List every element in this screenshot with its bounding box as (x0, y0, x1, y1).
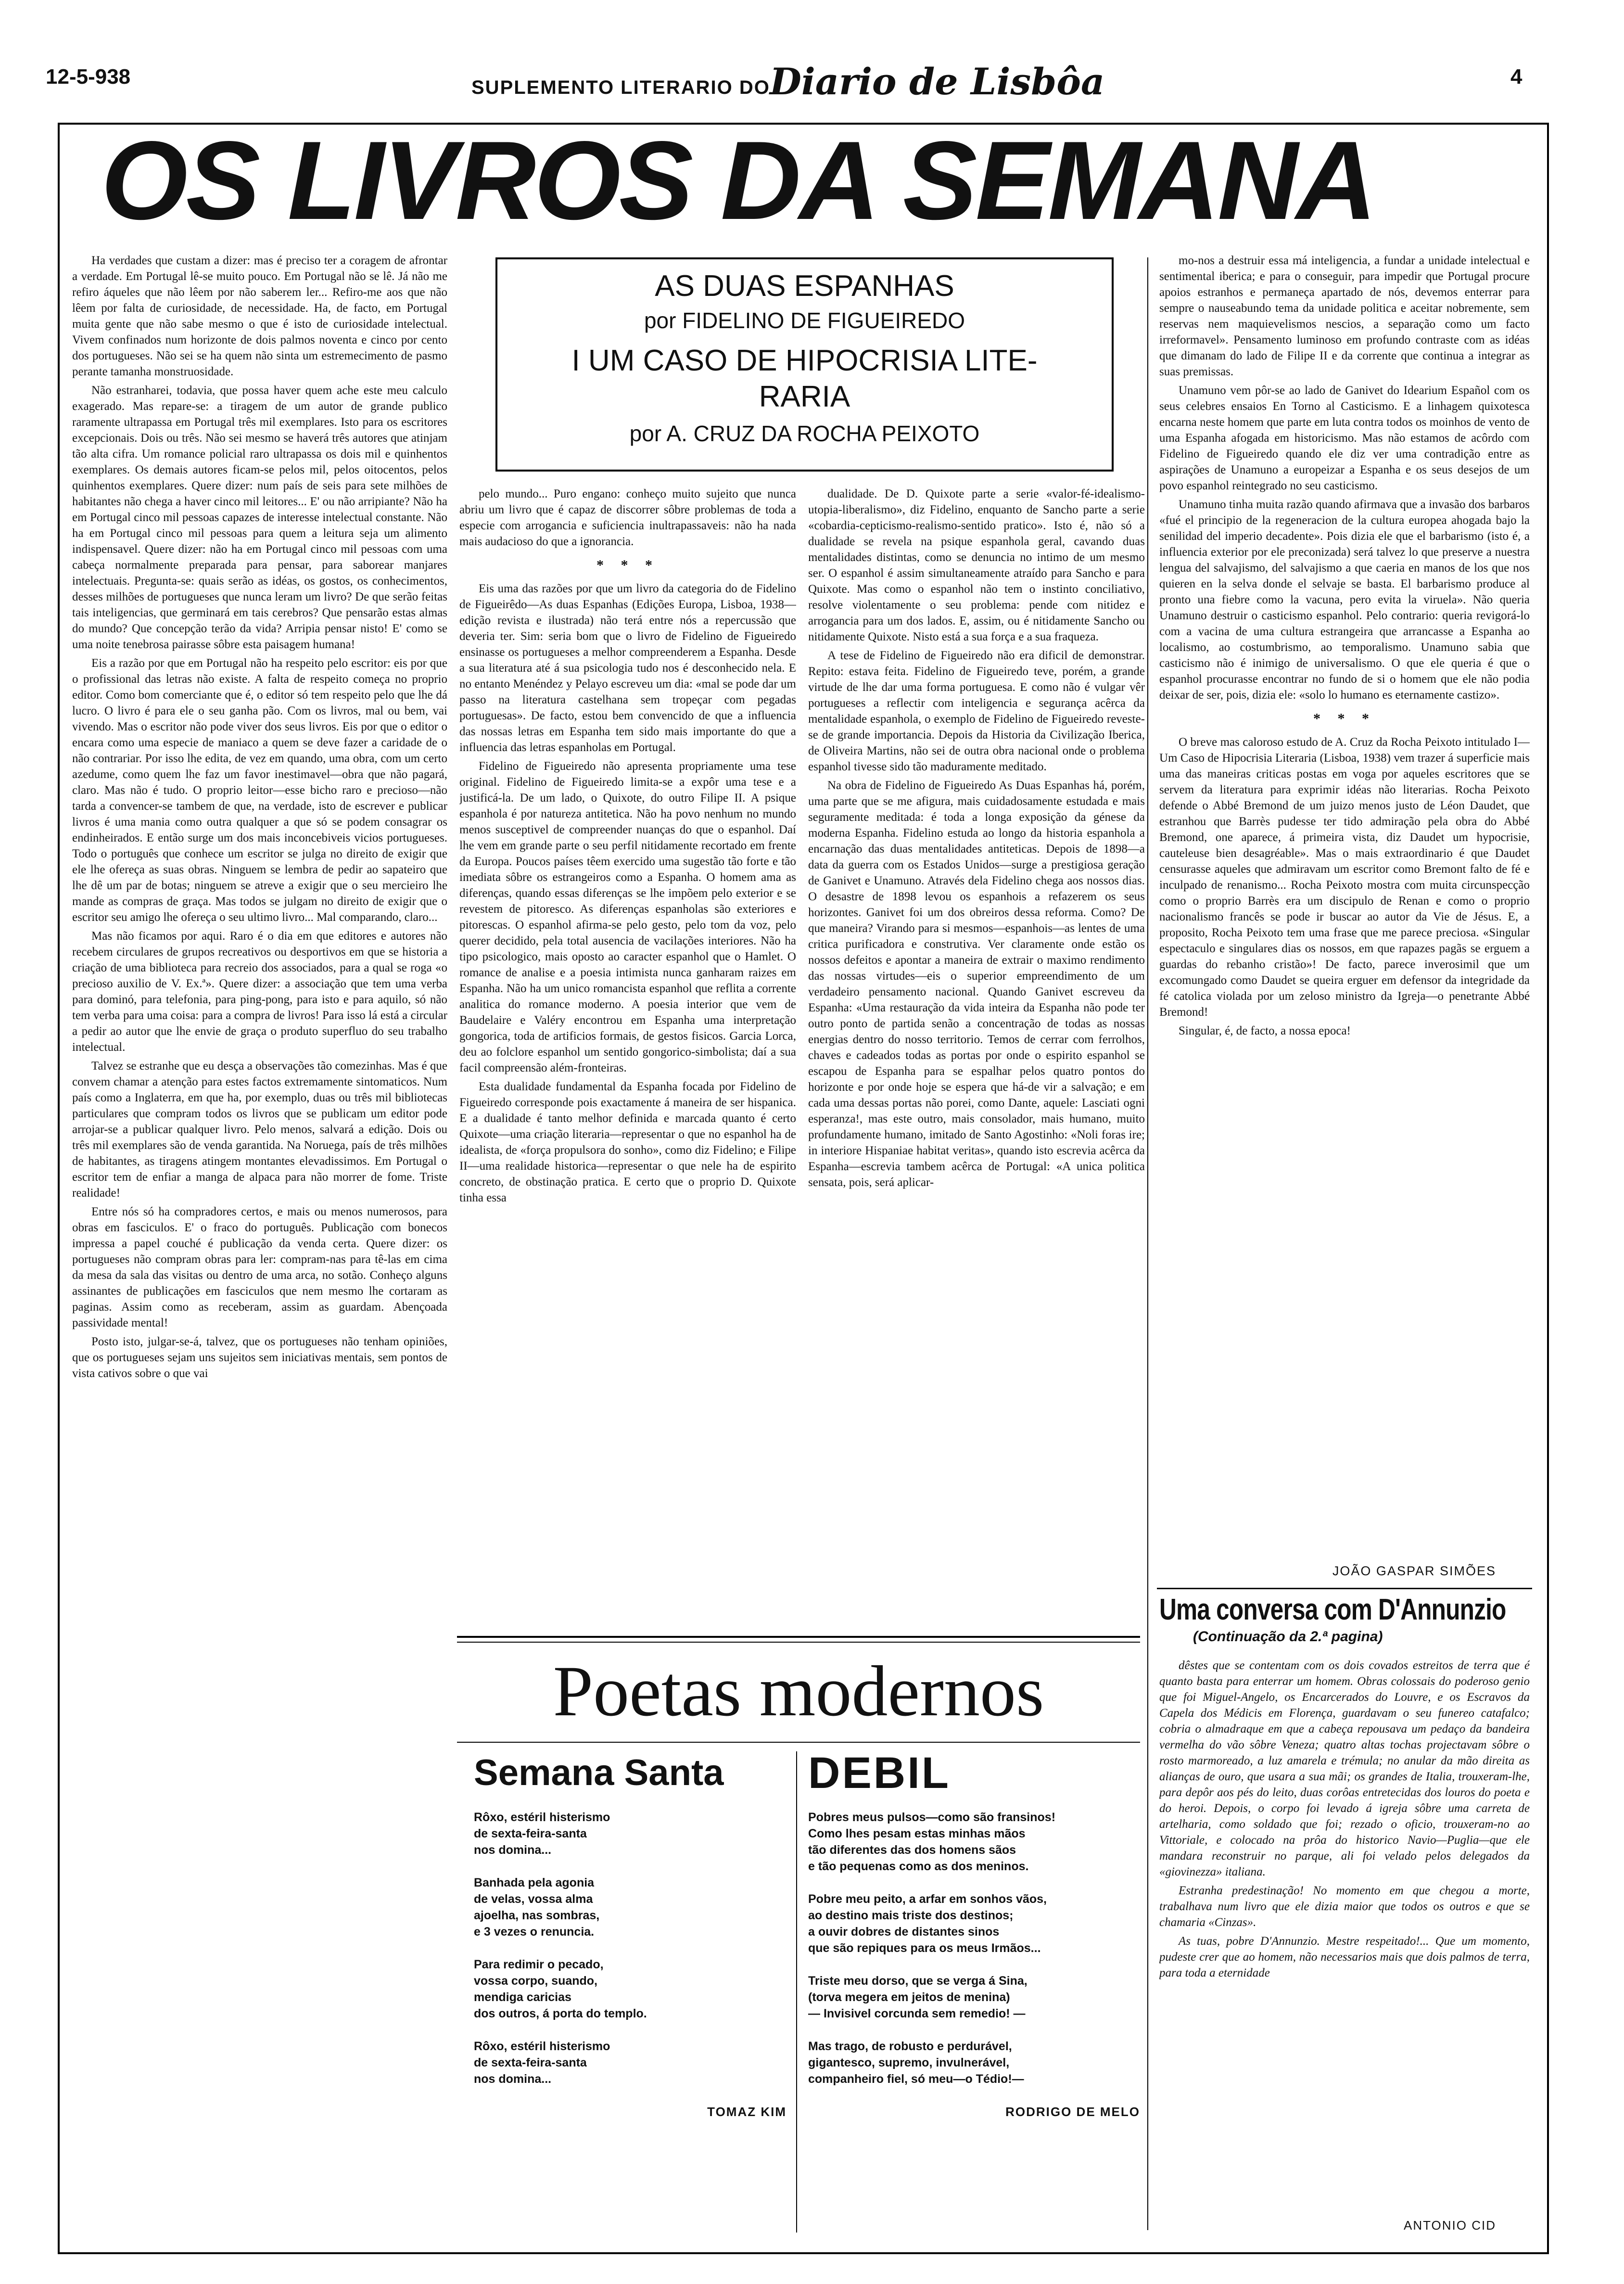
verse: Rôxo, estéril histerismo (474, 1811, 610, 1824)
stanza (474, 2038, 787, 2087)
divider (457, 1742, 1140, 1743)
verse: dos outros, á porta do templo. (474, 2007, 647, 2020)
poem-semana-santa (474, 1751, 787, 2233)
verse: nos domina... (474, 2072, 552, 2086)
divider (1157, 1588, 1532, 1589)
verse: tão diferentes das dos homens sãos (808, 1843, 1016, 1857)
issue-date: 12-5-938 (46, 65, 131, 89)
paragraph: Não estranharei, todavia, que possa haver quem ache este meu calculo exagerado. Mas repare-se: a tiragem de um autor de grande publico raramente ultrapassa em Portugal três mil exemplares. Isto para os escritores excepcionais. Dois ou três. Não sei mesmo se haverá três autores que atinjam tão alta cifra. Um romance policial raro ultrapassa os dois mil e quinhentos exemplares. Os demais autores ficam-se pelos mil, pelos oitocentos, pelos quinhentos exemplares. Quere dizer: num país de seis para sete milhões de habitantes não chega a haver cinco mil leitores... E' ou não arripiante? Não ha em Portugal cinco mil pessoas capazes de interesse intelectual constante. Não ha em Portugal cinco mil pessoas para quem a leitura seja um alimento indispensavel. Quere dizer: não ha em Portugal cinco mil pessoas com uma cabeça normalmente preparada para pensar, para saborear manjares intelectuais. Pregunta-se: quais serão as idéas, os gostos, os conhecimentos, desses milhões de portugueses que nunca leram um livro? De que serão feitas tais inteligencias, que germinará em tais cerebros? Que pensarão estas almas do mundo? Que concepção terão da vida? Arripia pensar nisto! E' como se uma noite tenebrosa pairasse sôbre esta paisagem humana! (72, 384, 447, 651)
author-signature: JOÃO GASPAR SIMÕES (1332, 1564, 1496, 1578)
column-divider (796, 1751, 797, 2233)
paragraph: Entre nós só ha compradores certos, e mais ou menos numerosos, para obras em fasciculos. E' o fraco do português. Publicação com bonecos impressa a papel couché é publicação da venda certa. Quere dizer: os portugueses não compram obras para ler: compram-nas para tê-las em cima da mesa da sala das visitas ou dentro de uma arca, no sotão. Conheço alguns assinantes de publicações em fasciculos que nem mesmo lhe cortaram as paginas. Assim como as receberam, assim as guardam. Abençoada passividade mental! (72, 1205, 447, 1329)
book-title-1: AS DUAS ESPANHAS (655, 269, 954, 303)
verse: nos domina... (474, 1843, 552, 1857)
verse: ao destino mais triste dos destinos; (808, 1909, 1014, 1922)
paragraph: Posto isto, julgar-se-á, talvez, que os portugueses não tenham opiniões, que os portugueses sejam uns sujeitos sem iniciativas mentais, sem pontos de vista cativos sobre o que vai (72, 1335, 447, 1380)
poem-debil (808, 1748, 1140, 2233)
paragraph: Talvez se estranhe que eu desça a observações tão comezinhas. Mas é que convem chamar a atenção para estes factos extremamente sintomaticos. Num país como a Inglaterra, em que ha, por exemplo, duas ou três mil bibliotecas particulares que compram todos os livros que se publicam um editor pode arrojar-se a publicar qualquer livro. Pelo menos, salvará a edição. Dois ou três mil exemplares são de venda garantida. Na Noruega, país de três milhões de habitantes, as tiragens atingem montantes elevadissimos. Em Portugal o escritor tem de enfiar a manga de alpaca para não morrer de fome. Triste realidade! (72, 1059, 447, 1199)
verse: Triste meu dorso, que se verga á Sina, (808, 1974, 1028, 1988)
stanza (808, 1973, 1140, 2022)
paragraph: Unamuno tinha muita razão quando afirmava que a invasão dos barbaros «fué el principio de la regeneracion de la cultura europea ahogada bajo la senilidad del imperio decadente». Pois dizia ele que el barbarismo (isto é, a influencia exterior por ele preconizada) será talvez lo que preserve a nuestra lengua del salvajismo, del salvajismo a que caeria en manos de los que nos quieren en la selva donde el selvaje se basta. El barbarismo produce al pronto una fiebre como la vacuna, pero evita la viruela». Não queria Unamuno destruir o casticismo espanhol. Pelo contrario: queria revigorá-lo com a vacina de uma cultura estrangeira que arrancasse a Espanha ao localismo, ao costumbrismo, ao temporalismo. Unamuno sabia que casticismo não é inimigo de universalismo. O que ele queria é que o espanhol procurasse encontrar no fundo de si o homem que ele não podia deixar de ser, pois, dizia ele: «solo lo humano es eternamente castizo». (1159, 498, 1530, 702)
divider (457, 1636, 1140, 1638)
paragraph: Fidelino de Figueiredo não apresenta propriamente uma tese original. Fidelino de Figueiredo limita-se a expôr uma tese e a justificá-la. De um lado, o Quixote, do outro Filipe II. A psique espanhola é por natureza antitetica. Não ha povo nenhum no mundo menos susceptivel de compreender nuanças do que o espanhol. Daí lhe vem em grande parte o seu perfil nitidamente recortado em frente da Europa. Poucos países têem exercido uma sugestão tão forte e tão imediata sôbre os estrangeiros como a Espanha. O homem ama as diferenças, quando essas diferenças se lhe impõem pelo exterior e se revestem de pitoresco. As diferenças espanholas são exteriores e pitorescas. O espanhol afirma-se pelo gesto, pelo tom da voz, pelo querer decidido, pela total ausencia de vacilações interiores. Não ha tipo psicologico, mais oposto ao caracter espanhol que o Hamlet. O romance de analise e a poesia intimista nunca ganharam raizes em Espanha. Não ha um unico romancista espanhol que reflita a corrente analitica do romance moderno. A poesia interior que vem de Baudelaire e Valéry encontrou em Espanha uma interpretação gongorica, toda de artificios formais, de gestos fisicos. Garcia Lorca, deu ao folclore espanhol um sentido gongorico-simbolista; daí a sua facil compreensão além-fronteiras. (459, 760, 796, 1074)
verse: ajoelha, nas sombras, (474, 1909, 600, 1922)
paragraph: Unamuno vem pôr-se ao lado de Ganivet do Idearium Español com os seus celebres ensaios En Torno al Casticismo. E a linhagem quixotesca encarna neste homem que parte em luta contra todos os moinhos de vento de uma Espanha afogada em historicismo. Mas não estamos de acôrdo com Fidelino de Figueiredo quando ele diz ver uma contradição entre as aspirações de Unamuno a europeizar a Espanha e os seus desejos de um povo espanhol reintegrado no seu casticismo. (1159, 384, 1530, 492)
paragraph: Eis uma das razões por que um livro da categoria do de Fidelino de Figueirêdo—As duas Espanhas (Edições Europa, Lisboa, 1938—edição revista e ilustrada) não terá entre nós a repercussão que deveria ter. Sim: seria bom que o livro de Fidelino de Figueiredo ensinasse os portugueses a melhor compreenderem a Espanha. Desde a sua literatura até á sua psicologia tudo nos é desconhecido nela. E no entanto Menéndez y Pelayo escreveu um dia: «mal se pode dar um passo na literatura castelhana sem tropeçar com pegadas portuguesas». De facto, estou bem convencido de que a influencia das nossas letras em Espanha tem sido mais importante do que a influencia das letras espanholas em Portugal. (459, 582, 796, 754)
stanza (808, 2038, 1140, 2087)
stanza (808, 1809, 1140, 1875)
supplement-label: SUPLEMENTO LITERARIO DO (471, 77, 770, 98)
poem-title: Semana Santa (474, 1752, 724, 1793)
poem-author: TOMAZ KIM (707, 2105, 787, 2119)
article-column-4 (1159, 253, 1530, 1557)
book-title-2a: I UM CASO DE HIPOCRISIA LITE- (571, 344, 1038, 377)
verse: Mas trago, de robusto e perdurável, (808, 2040, 1012, 2053)
verse: Como lhes pesam estas minhas mãos (808, 1827, 1026, 1840)
article-title-box (495, 257, 1114, 472)
masthead-logo: Diario de Lisbôa (770, 60, 1105, 103)
poem-title: DEBIL (808, 1748, 951, 1798)
page-number: 4 (1510, 65, 1522, 89)
verse: companheiro fiel, só meu—o Tédio!— (808, 2072, 1024, 2086)
paragraph: Ha verdades que custam a dizer: mas é preciso ter a coragem de afrontar a verdade. Em Portugal lê-se muito pouco. Em Portugal não se lê. Já não me refiro áqueles que não lêem por não saberem ler... Refiro-me aos que não lêem por falta de curiosidade, de necessidade. Ha, de facto, em Portugal muita gente que não sabe mesmo o que é isto de curiosidade intelectual. Vivem confinados num horizonte de dois palmos noventa e cinco por cento dos portugueses. Não sei se ha quem não sinta um estremecimento de pasmo perante tamanha monstruosidade. (72, 254, 447, 378)
verse: e tão pequenas como as dos meninos. (808, 1860, 1029, 1873)
verse: Para redimir o pecado, (474, 1958, 604, 1971)
verse: a ouvir dobres de distantes sinos (808, 1925, 1000, 1939)
verse: de sexta-feira-santa (474, 1827, 587, 1840)
verse: e 3 vezes o renuncia. (474, 1925, 595, 1939)
article-column-2 (459, 486, 796, 1612)
section-separator: * * * (596, 557, 659, 573)
annunzio-title: Uma conversa com D'Annunzio (1159, 1593, 1506, 1626)
verse: que são repiques para os meus Irmãos... (808, 1941, 1041, 1955)
verse: de sexta-feira-santa (474, 2056, 587, 2069)
verse: de velas, vossa alma (474, 1892, 593, 1906)
verse: — Invisivel corcunda sem remedio! — (808, 2007, 1026, 2020)
annunzio-signature: ANTONIO CID (1404, 2218, 1496, 2233)
paragraph: Esta dualidade fundamental da Espanha focada por Fidelino de Figueiredo corresponde pois exactamente á maneira de ser hispanica. E a dualidade é tanto melhor definida e marcada quanto é certo Quixote—uma criação literaria—representar o que no espanhol ha de idealista, de «força propulsora do sonho», como diz Fidelino; e Filipe II—uma realidade historica—representar o que nele ha de espirito concreto, de obstinação pratica. E certo que o proprio D. Quixote tinha essa (459, 1080, 796, 1204)
paragraph: pelo mundo... Puro engano: conheço muito sujeito que nunca abriu um livro que é capaz de discorrer sôbre problemas de toda a especie com arrogancia e suficiencia inultrapassaveis: não ha nada mais audacioso do que a ignorancia. (459, 487, 796, 548)
annunzio-text (1159, 1658, 1530, 2211)
paragraph: O breve mas caloroso estudo de A. Cruz da Rocha Peixoto intitulado I—Um Caso de Hipocrisia Literaria (Lisboa, 1938) vem trazer á superficie mais uma das maneiras criticas postas em voga por aqueles escritores que se servem da literatura para exprimir idéas não literarias. Rocha Peixoto defende o Abbé Bremond de um juizo menos justo de Léon Daudet, que estranhou que Barrès pudesse ter tido admiração pela obra do Abbé Bremond, one aparece, á primeira vista, diz Daudet um hypocrisie, cauteleuse bien desagréable». Mas o mais extraordinario é que Daudet censurasse aqueles que admiravam um escritor como Bremont falto de fé e inculpado de renanismo... Rocha Peixoto mostra com muita circunspecção como o proprio Barrès era um discipulo de Renan e como o proprio nacionalismo francês se pode ir buscar ao autor da Vie de Jésus. E, a proposito, Rocha Peixoto tem uma frase que me parece preciosa. «Singular espectaculo e singulares dias os nossos, em que rapazes pagãs se erguem a guardas do rebanho cristão»! De facto, parece inverosimil que um excomungado como Daudet se queira erguer em defensor da integridade da fé catolica violada por um zeloso ministro da Igreja—o penetrante Abbé Bremond! (1159, 736, 1530, 1019)
book-author-2: por A. CRUZ DA ROCHA PEIXOTO (629, 421, 980, 446)
verse: mendiga caricias (474, 1991, 571, 2004)
paragraph: A tese de Fidelino de Figueiredo não era dificil de demonstrar. Repito: estava feita. Fidelino de Figueiredo teve, porém, a grande virtude de lhe dar uma forma portuguesa. E como não é vulgar vêr portugueses a reflectir com inteligencia e segurança acêrca da mentalidade espanhola, o exemplo de Fidelino de Figueiredo reveste-se de grande importancia. Depois da Historia da Civilização Iberica, de Oliveira Martins, não sei de outra obra nacional onde o problema espanhol tivesse sido tão maduramente meditado. (808, 649, 1145, 773)
stanza (808, 1891, 1140, 1956)
verse: Banhada pela agonia (474, 1876, 595, 1889)
verse: vossa corpo, suando, (474, 1974, 598, 1988)
divider (457, 1642, 1140, 1643)
stanza (474, 1809, 787, 1858)
verse: gigantesco, supremo, invulnerável, (808, 2056, 1010, 2069)
paragraph: dêstes que se contentam com os dois covados estreitos de terra que é quanto basta para enterrar um homem. Obras colossais do poderoso genio que foi Miguel-Angelo, os Encarcerados do Louvre, e os Escravos da Capela dos Médicis em Florença, guardavam o seu funereo catafalco; cobria o almadraque em que a cabeça repousava um pedaço da bandeira vermelha do vão sôbre Veneza; quatro altas tochas projectavam sôbre o rosto marmoreado, a luz amarela e trémula; no anular da mão direita as alianças de ouro, que usara a sua mãi; os grandes de Italia, trouxeram-lhe, para depôr aos pés do leito, duas corôas entretecidas dos louros do poeta e do heroi. Depois, o corpo foi levado á igreja sôbre uma carreta de artelharia, como soldado que foi; rezado o oficio, trouxeram-no ao Vittoriale, e colocado na prôa do historico Navio—Puglia—que ele mandara reconstruir no parque, ali foi velado pelos delegados da «giovinezza» italiana. (1159, 1659, 1530, 1878)
stanza (474, 1875, 787, 1940)
book-title-2b: RARIA (759, 380, 850, 413)
paragraph: mo-nos a destruir essa má inteligencia, a fundar a unidade intelectual e sentimental iberica; e para o conseguir, para impedir que Portugal procure apoios estranhos e permaneça apartado de nós, devemos enterrar para sempre o nauseabundo tema da unidade politica e aceitar nobremente, sem reservas nem maquievelismos nescios, a separação como um facto irreformavel». Pensamento luminoso em profundo contraste com as idéas que dimanam do lado de Filipe II e da corrente que continua a integrar as suas premissas. (1159, 254, 1530, 378)
article-column-3 (808, 486, 1145, 1612)
continuation-note: (Continuação da 2.ª pagina) (1193, 1629, 1383, 1645)
paragraph: Na obra de Fidelino de Figueiredo As Duas Espanhas há, porém, uma parte que se me afigura, mais cuidadosamente estudada e mais seguramente meditada: é toda a longa exposição da génese da moderna Espanha. Fidelino estuda ao longo da historia espanhola a encarnação das duas mentalidades antiteticas. Depois de 1898—a data da guerra com os Estados Unidos—surge a prestigiosa geração de Ganivet e Unamuno. Através dela Fidelino chega aos nossos dias. O desastre de 1898 levou os espanhois a refazerem os seus horizontes. Ganivet foi um dos obreiros dessa reforma. Como? De que maneira? Virando para si mesmos—espanhois—as lentes de uma critica purificadora e construtiva. Ver claramente onde estão os nossos defeitos e apontar a maneira de extrair o maximo rendimento das nossas virtudes—eis o superior empreendimento de um verdadeiro pensamento nacional. Quando Ganivet escreveu da Espanha: «Uma restauração da vida inteira da Espanha não pode ter outro ponto de partida senão a concentração de todas as nossas energias dentro do nosso territorio. Temos de cerrar com ferrolhos, chaves e cadeados todas as portas por onde o espirito espanhol se escapou de Espanha para se espalhar pelos quatro pontos do horizonte e por onde hoje se espera que há-de vir a salvação; e em cada uma dessas portas não porei, como Dante, aquele: Lasciati ogni esperanza!, mas este outro, mais consolador, mais humano, muito profundamente humano, imitado de Santo Agostinho: «Noli foras ire; in interiore Hispaniae habitat veritas», quando isto escrevia acêrca da Espanha—escrevia tambem acêrca de Portugal: «A unica politica sensata, pois, será aplicar- (808, 779, 1145, 1189)
main-headline: OS LIVROS DA SEMANA (101, 118, 1375, 243)
column-divider (1147, 257, 1148, 2230)
paragraph: Mas não ficamos por aqui. Raro é o dia em que editores e autores não recebem circulares de grupos recreativos ou desportivos em que se historia a criação de uma biblioteca para recreio dos associados, para a qual se roga «o precioso auxilio de V. Ex.ª». Quere dizer: a associação que tem uma verba para dominó, para telefonia, para ping-pong, para isto e para aquilo, só não tem verba para uma coisa: para a compra de livros! Para isso lá está a circular a pedir ao autor que lhe envie de graça o produto superfluo do seu trabalho intelectual. (72, 930, 447, 1054)
verse: Pobre meu peito, a arfar em sonhos vãos, (808, 1892, 1047, 1906)
paragraph: Singular, é, de facto, a nossa epoca! (1179, 1024, 1351, 1037)
stanza (474, 1956, 787, 2022)
paragraph: Estranha predestinação! No momento em que chegou a morte, trabalhava num livro que ele dizia maior que todos os outros e que se chamaria «Cinzas». (1159, 1884, 1530, 1929)
book-author-1: por FIDELINO DE FIGUEIREDO (644, 308, 965, 333)
poem-author: RODRIGO DE MELO (1005, 2105, 1140, 2119)
section-separator: * * * (1313, 711, 1376, 727)
verse: Pobres meus pulsos—como são fransinos! (808, 1811, 1056, 1824)
paragraph: As tuas, pobre D'Annunzio. Mestre respeitado!... Que um momento, pudeste crer que ao homem, não necessarios mais que dois palmos de terra, para toda a eternidade (1159, 1935, 1530, 1979)
verse: (torva megera em jeitos de menina) (808, 1991, 1010, 2004)
paragraph: Eis a razão por que em Portugal não ha respeito pelo escritor: eis por que o profissional das letras não existe. A falta de respeito começa no proprio editor. Como bom comerciante que é, o editor só tem respeito pelo que lhe dá lucro. O livro é para ele o seu ganha pão. Com os livros, mal ou bem, vai vivendo. Mas o escritor não pode viver dos seus livros. Eis por que o editor o encara como uma especie de maniaco a quem se deve fazer a caridade de o não contrariar. Por isso lhe edita, de vez em quando, uma obra, com um certo azedume, como quem lhe faz um favor inestimavel—obra que não pagará, claro. Mas não é tudo. O proprio leitor—esse bicho raro e precioso—não tarda a convencer-se tambem de que, na verdade, isto de escrever e publicar livros é uma mania como outra qualquer a que só se podem consagrar os endinheirados. E então surge um dos mais inconcebiveis vicios portugueses. Todo o português que conhece um escritor se julga no direito de exigir que ele lhe ofereça as suas obras. Ninguem se lembra de pedir ao sapateiro que lhe dê um par de botas; ninguem se atreve a exigir que o seu mercieiro lhe mande as compras de graça. Mas todos se julgam no direito de exigir que o escritor seu amigo lhe ofereça o seu ultimo livro... Mal comparando, claro... (72, 657, 447, 924)
article-column-1 (72, 253, 447, 1884)
paragraph: dualidade. De D. Quixote parte a serie «valor-fé-idealismo-utopia-liberalismo», diz Fidelino, enquanto de Sancho parte a serie «cobardia-cepticismo-realismo-sentido pratico». Isto é, não só a dualidade se revela na psique espanhola geral, cavando duas mentalidades distintas, como se denuncia no intimo de um mesmo ser. O espanhol é assim simultaneamente atraído para Sancho e para Quixote. Mas como o espanhol não tem o instinto conciliativo, resolve violentamente o seu problema: pende com nitidez e arrogancia para um dos lados. E, assim, ou é nitidamente Sancho ou nitidamente Quixote. Nisto está a sua força e a sua fraqueza. (808, 487, 1145, 643)
poetas-title: Poetas modernos (553, 1651, 1044, 1731)
verse: Rôxo, estéril histerismo (474, 2040, 610, 2053)
